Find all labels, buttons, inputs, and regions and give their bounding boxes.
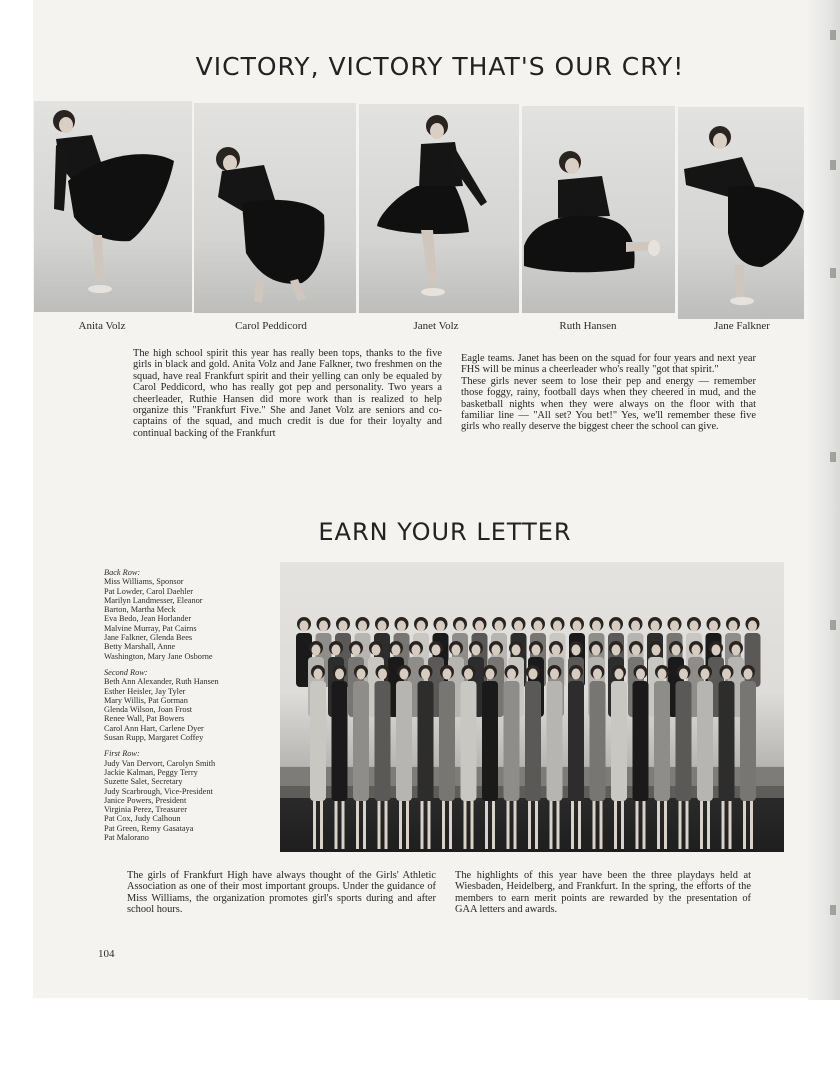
- group-member-leg: [507, 801, 510, 849]
- group-member-leg: [471, 801, 474, 849]
- group-member-face: [572, 645, 581, 656]
- cheerleader-figure: [359, 104, 519, 313]
- group-member-leg: [385, 801, 388, 849]
- group-member-face: [452, 645, 461, 656]
- group-member-face: [372, 645, 381, 656]
- group-member-body: [418, 681, 434, 801]
- group-member-leg: [335, 801, 338, 849]
- roster-heading: Back Row:: [104, 568, 141, 577]
- group-member-body: [740, 681, 756, 801]
- gaa-group-photo: [280, 562, 784, 852]
- group-member-face: [507, 669, 516, 680]
- roster-line: Pat Lowder, Carol Daehler: [104, 586, 194, 596]
- cheerleader-figure: [678, 107, 804, 319]
- group-member-face: [701, 669, 710, 680]
- group-member-face: [592, 621, 601, 632]
- group-member-face: [532, 645, 541, 656]
- group-member-face: [722, 669, 731, 680]
- group-member-face: [729, 621, 738, 632]
- group-member-body: [439, 681, 455, 801]
- roster-line: Carol Ann Hart, Carlene Dyer: [104, 723, 204, 733]
- group-member-face: [658, 669, 667, 680]
- roster-line: Pat Green, Remy Gasataya: [104, 823, 194, 833]
- roster-line: Virginia Perez, Treasurer: [104, 805, 187, 815]
- group-member-leg: [342, 801, 345, 849]
- group-member-face: [636, 669, 645, 680]
- photo-caption: Carol Peddicord: [235, 320, 307, 332]
- group-member-leg: [442, 801, 445, 849]
- group-member-face: [514, 621, 523, 632]
- group-member-face: [400, 669, 409, 680]
- group-member-leg: [679, 801, 682, 849]
- edge-mark: [830, 452, 836, 462]
- group-member-face: [314, 669, 323, 680]
- edge-mark: [830, 268, 836, 278]
- group-member-leg: [464, 801, 467, 849]
- group-member-face: [392, 645, 401, 656]
- group-member-face: [573, 621, 582, 632]
- group-member-leg: [528, 801, 531, 849]
- group-member-body: [719, 681, 735, 801]
- group-member-leg: [636, 801, 639, 849]
- group-member-face: [631, 621, 640, 632]
- group-member-face: [335, 669, 344, 680]
- group-member-body: [482, 681, 498, 801]
- roster-line: Marilyn Landmesser, Eleanor: [104, 595, 203, 605]
- group-member-face: [495, 621, 504, 632]
- group-member-leg: [485, 801, 488, 849]
- group-member-face: [358, 621, 367, 632]
- group-member-face: [679, 669, 688, 680]
- roster-line: Malvine Murray, Pat Cairns: [104, 623, 197, 633]
- group-member-leg: [406, 801, 409, 849]
- group-member-face: [443, 669, 452, 680]
- roster-heading: Second Row:: [104, 667, 148, 677]
- group-member-leg: [614, 801, 617, 849]
- group-member-face: [690, 621, 699, 632]
- group-member-leg: [707, 801, 710, 849]
- gaa-text-right: [455, 870, 751, 916]
- group-member-face: [339, 621, 348, 632]
- cheerleader-photo-carol: [194, 103, 356, 313]
- group-member-leg: [363, 801, 366, 849]
- cheerleader-figure: [194, 103, 356, 313]
- roster-line: Betty Marshall, Anne: [104, 642, 176, 652]
- page-title-cheer: VICTORY, VICTORY THAT'S OUR CRY!: [195, 52, 685, 81]
- group-member-face: [472, 645, 481, 656]
- group-member-leg: [750, 801, 753, 849]
- group-member-face: [475, 621, 484, 632]
- group-member-face: [486, 669, 495, 680]
- group-member-leg: [686, 801, 689, 849]
- paragraph: The girls of Frankfurt High have always thought of the Girls' Athletic Association as one of their most important groups. Under the guidance of Miss Williams, the organization promotes girl's sports during and after school hours.: [127, 870, 436, 916]
- group-member-leg: [557, 801, 560, 849]
- group-member-face: [534, 621, 543, 632]
- group-member-face: [670, 621, 679, 632]
- group-member-body: [375, 681, 391, 801]
- group-member-leg: [492, 801, 495, 849]
- paragraph: The highlights of this year have been the three playdays held at Wiesbaden, Heidelberg, and Frankfurt. In the spring, the efforts of the members to earn merit points are rewarded by the presentation of GAA letters and awards.: [455, 870, 751, 916]
- cheerleader-photo-janet: [359, 104, 519, 313]
- group-member-face: [709, 621, 718, 632]
- section-title-gaa: EARN YOUR LETTER: [318, 518, 572, 546]
- roster-line: Susan Rupp, Margaret Coffey: [104, 733, 204, 743]
- cheer-text-right: [461, 353, 756, 433]
- group-figures: [280, 562, 784, 852]
- edge-mark: [830, 905, 836, 915]
- group-member-face: [436, 621, 445, 632]
- group-member-leg: [621, 801, 624, 849]
- group-member-leg: [700, 801, 703, 849]
- roster-line: Washington, Mary Jane Osborne: [104, 651, 213, 661]
- group-member-face: [421, 669, 430, 680]
- group-member-face: [312, 645, 321, 656]
- cheerleader-photo-jane: [678, 107, 804, 319]
- group-member-leg: [550, 801, 553, 849]
- group-member-leg: [722, 801, 725, 849]
- group-member-face: [397, 621, 406, 632]
- edge-mark: [830, 30, 836, 40]
- roster-line: Eva Bedo, Jean Horlander: [104, 614, 192, 624]
- group-member-leg: [428, 801, 431, 849]
- group-member-leg: [593, 801, 596, 849]
- group-member-body: [461, 681, 477, 801]
- group-member-leg: [313, 801, 316, 849]
- group-member-face: [732, 645, 741, 656]
- group-member-face: [378, 621, 387, 632]
- group-member-face: [592, 645, 601, 656]
- group-member-face: [417, 621, 426, 632]
- group-member-face: [632, 645, 641, 656]
- group-member-face: [593, 669, 602, 680]
- group-member-face: [615, 669, 624, 680]
- group-member-leg: [399, 801, 402, 849]
- group-member-leg: [643, 801, 646, 849]
- group-member-leg: [600, 801, 603, 849]
- group-member-face: [553, 621, 562, 632]
- group-member-face: [692, 645, 701, 656]
- group-member-body: [547, 681, 563, 801]
- paragraph: The high school spirit this year has really been tops, thanks to the five girls in black and gold. Anita Volz and Jane Falkner, two freshmen on the squad, have real Frankfurt spirit and their yelling can only be equaled by Carol Peddicord, who has really got pep and personality. Two years a cheerleader, Ruthie Hansen did more work than is realized to help organize this "Frankfurt Five." She and Janet Volz are seniors and co-captains of the squad, and much credit is due for their loyalty and continual backing of the Frankfurt: [133, 348, 442, 439]
- roster-line: Suzette Salet, Secretary: [104, 777, 183, 787]
- group-member-face: [652, 645, 661, 656]
- roster-line: Jane Falkner, Glenda Bees: [104, 633, 193, 643]
- group-member-face: [550, 669, 559, 680]
- roster-line: Glenda Wilson, Joan Frost: [104, 705, 193, 715]
- roster-line: Pat Malorano: [104, 833, 149, 843]
- group-member-face: [712, 645, 721, 656]
- group-member-leg: [571, 801, 574, 849]
- photo-caption: Janet Volz: [413, 320, 459, 332]
- group-member-body: [332, 681, 348, 801]
- roster-line: Barton, Martha Meck: [104, 605, 176, 615]
- page-number: 104: [98, 948, 115, 960]
- group-member-body: [590, 681, 606, 801]
- group-member-face: [492, 645, 501, 656]
- group-member-body: [504, 681, 520, 801]
- group-member-body: [633, 681, 649, 801]
- group-member-body: [310, 681, 326, 801]
- roster-line: Renee Wall, Pat Bowers: [104, 714, 185, 724]
- photo-caption: Ruth Hansen: [559, 320, 617, 332]
- cheerleader-figure: [34, 101, 192, 312]
- group-member-leg: [578, 801, 581, 849]
- group-member-leg: [514, 801, 517, 849]
- group-member-face: [357, 669, 366, 680]
- group-member-leg: [657, 801, 660, 849]
- photo-caption: Anita Volz: [78, 320, 126, 332]
- group-member-body: [697, 681, 713, 801]
- group-member-body: [654, 681, 670, 801]
- group-member-face: [512, 645, 521, 656]
- group-member-face: [319, 621, 328, 632]
- group-member-face: [332, 645, 341, 656]
- photo-caption: Jane Falkner: [714, 320, 770, 332]
- group-member-face: [464, 669, 473, 680]
- group-member-leg: [729, 801, 732, 849]
- group-member-leg: [449, 801, 452, 849]
- group-member-face: [352, 645, 361, 656]
- group-member-body: [353, 681, 369, 801]
- edge-mark: [830, 620, 836, 630]
- group-member-face: [300, 621, 309, 632]
- roster-line: Esther Heisler, Jay Tyler: [104, 686, 186, 696]
- group-member-face: [748, 621, 757, 632]
- cheer-text-left: [133, 348, 442, 439]
- page-edge-shadow: [808, 0, 840, 1000]
- roster-line: Judy Scarbrough, Vice-President: [104, 786, 213, 796]
- paragraph: Eagle teams. Janet has been on the squad for four years and next year FHS will be minus a cheerleader who's really "got that spirit.": [461, 353, 756, 376]
- group-member-body: [525, 681, 541, 801]
- roster-line: Pat Cox, Judy Calhoun: [104, 814, 181, 824]
- group-member-face: [529, 669, 538, 680]
- edge-mark: [830, 160, 836, 170]
- group-member-leg: [320, 801, 323, 849]
- group-member-leg: [356, 801, 359, 849]
- roster-line: Jackie Kalman, Peggy Terry: [104, 767, 198, 777]
- group-member-face: [744, 669, 753, 680]
- roster-heading: First Row:: [104, 749, 140, 759]
- cheerleader-photo-ruth: [522, 106, 675, 313]
- paragraph: These girls never seem to lose their pep and energy — remember those foggy, rainy, football days when they cheered in mud, and the basketball nights when they were always on the floor with that familiar line — "All set? You bet!" Yes, we'll remember these five girls who really deserve the biggest cheer the school can give.: [461, 375, 756, 433]
- group-member-face: [412, 645, 421, 656]
- group-member-face: [572, 669, 581, 680]
- group-member-face: [612, 645, 621, 656]
- roster-line: Mary Willis, Pat Gorman: [104, 695, 188, 705]
- group-member-face: [672, 645, 681, 656]
- group-member-face: [552, 645, 561, 656]
- roster-line: Janice Powers, President: [104, 795, 187, 805]
- group-member-face: [456, 621, 465, 632]
- group-member-face: [432, 645, 441, 656]
- group-member-face: [651, 621, 660, 632]
- group-member-leg: [378, 801, 381, 849]
- roster-line: Miss Williams, Sponsor: [104, 577, 184, 587]
- group-member-leg: [421, 801, 424, 849]
- group-member-leg: [535, 801, 538, 849]
- group-member-body: [568, 681, 584, 801]
- roster-line: Beth Ann Alexander, Ruth Hansen: [104, 677, 219, 687]
- group-member-leg: [664, 801, 667, 849]
- group-member-body: [611, 681, 627, 801]
- group-member-body: [676, 681, 692, 801]
- group-member-body: [396, 681, 412, 801]
- cheerleader-figure: [522, 106, 675, 313]
- cheerleader-photo-anita: [34, 101, 192, 312]
- group-member-face: [612, 621, 621, 632]
- group-roster: [104, 568, 274, 842]
- group-member-face: [378, 669, 387, 680]
- gaa-text-left: [127, 870, 436, 916]
- group-member-leg: [743, 801, 746, 849]
- roster-line: Judy Van Dervort, Carolyn Smith: [104, 758, 216, 768]
